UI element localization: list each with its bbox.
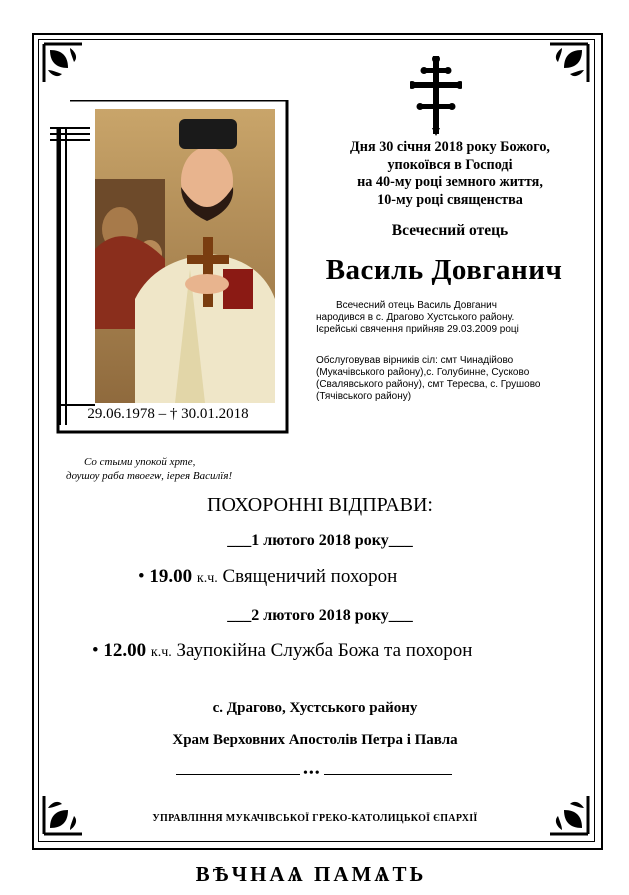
day2-date: ___2 лютого 2018 року___ — [227, 607, 413, 624]
day2-date-text: 2 лютого 2018 року — [251, 607, 389, 624]
service-line: (Тячівського району) — [316, 391, 412, 402]
announcement-line: Дня 30 січня 2018 року Божого, — [350, 139, 550, 155]
bio-line: Ієрейські свячення прийняв 29.03.2009 році — [316, 324, 519, 335]
service-line: (Мукачівського району),с. Голубинне, Сусково — [316, 367, 530, 378]
day2-event: • 12.00 к.ч. Заупокійна Служба Божа та похорон — [92, 640, 473, 661]
announcement-line: упокоївся в Господі — [387, 156, 513, 173]
deceased-name: Василь Довганич — [325, 254, 563, 286]
place-village: с. Драгово, Хустського району — [212, 700, 418, 716]
life-dates: 29.06.1978 – † 30.01.2018 — [87, 406, 249, 422]
day1-event: • 19.00 к.ч. Священичий похорон — [138, 566, 398, 587]
announcement-line: 10-му році священства — [377, 191, 523, 208]
slavonic-prayer — [66, 455, 326, 483]
day1-time: 19.00 — [149, 566, 193, 587]
death-announcement — [306, 139, 594, 209]
day1-event-text: Священичий похорон — [222, 566, 398, 587]
prayer-line: Со стыми упокой хрте, — [84, 456, 196, 468]
bio-line: Всечесний отець Василь Довганич — [336, 300, 497, 311]
funeral-heading: ПОХОРОННІ ВІДПРАВИ: — [207, 494, 433, 516]
service-line: Обслуговував вірників сіл: смт Чинадійово — [316, 355, 514, 366]
orthodox-cross-icon — [410, 56, 462, 136]
day2-event-text: Заупокійна Служба Божа та похорон — [176, 640, 473, 661]
service-parishes — [306, 355, 586, 403]
place-church: Храм Верховних Апостолів Петра і Павла — [172, 732, 458, 748]
day1-date-text: 1 лютого 2018 року — [251, 532, 389, 549]
eternal-memory: ВѢЧНАѦ ПАМѦТЬ — [195, 862, 427, 886]
day1-unit: к.ч. — [196, 571, 218, 586]
divider-dots: ••• — [300, 767, 324, 781]
service-line: (Свалявського району), смт Тересва, с. Грушово — [316, 379, 541, 390]
eparchy-name: УПРАВЛІННЯ МУКАЧІВСЬКОЇ ГРЕКО-КАТОЛИЦЬКОЇ ЄПАРХІЇ — [152, 813, 478, 824]
bio-line: народився в с. Драгово Хустського району. — [316, 312, 515, 323]
corner-ornament-icon — [42, 42, 86, 86]
clergy-title: Всечесний отець — [391, 222, 509, 239]
biography — [306, 300, 586, 336]
prayer-line: дѹшѹ раба твоегѡ, іерея Василїя! — [66, 470, 233, 482]
day2-unit: к.ч. — [150, 645, 172, 660]
day1-date: ___1 лютого 2018 року___ — [227, 532, 413, 549]
announcement-line: на 40-му році земного життя, — [357, 174, 543, 190]
day2-time: 12.00 — [103, 640, 147, 661]
corner-ornament-icon — [546, 42, 590, 86]
portrait-photo — [95, 109, 275, 403]
